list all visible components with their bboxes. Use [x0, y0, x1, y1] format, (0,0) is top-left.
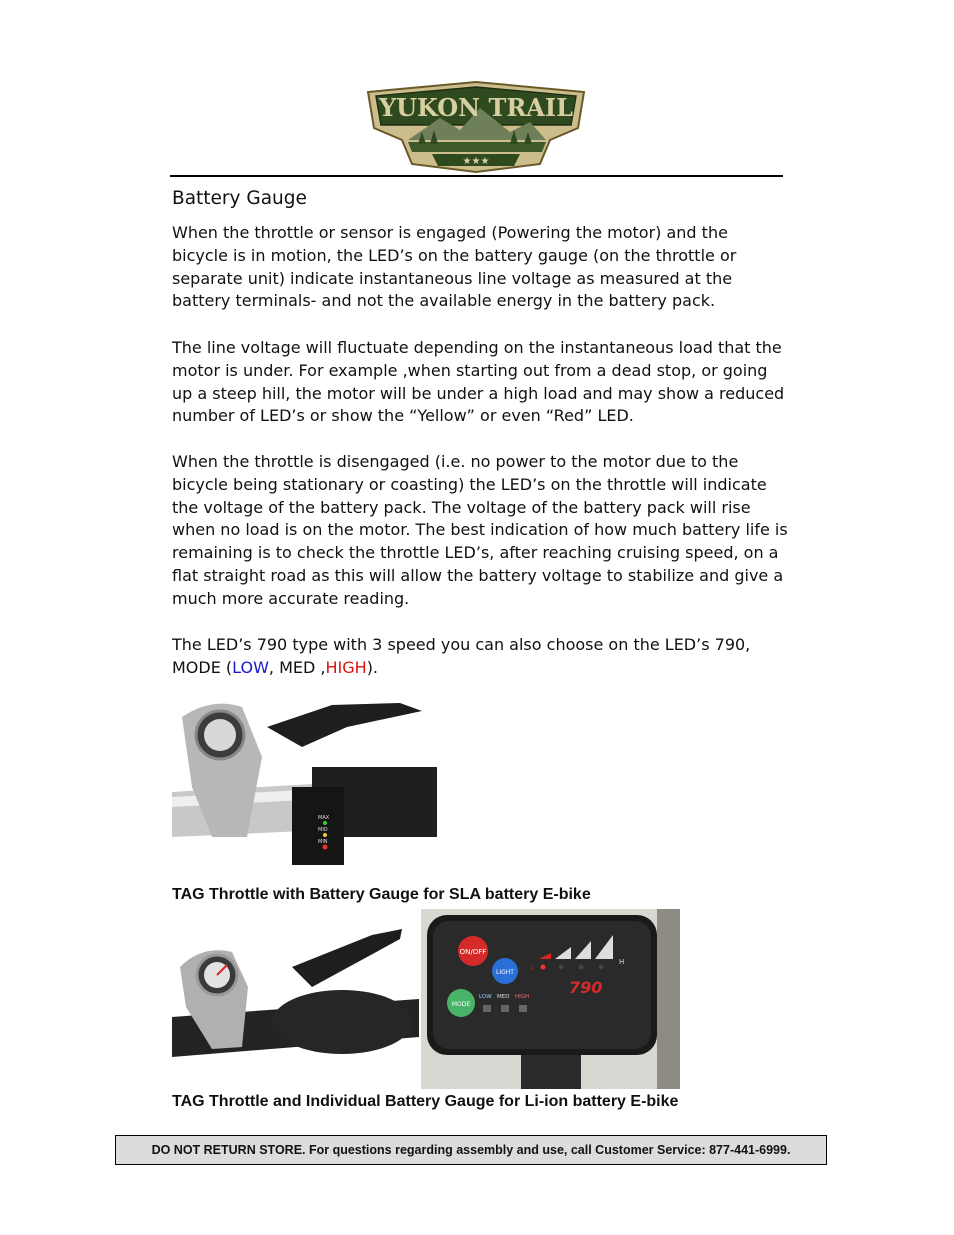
- sla-throttle-photo: [172, 697, 437, 867]
- display-mode-label: MODE: [451, 1001, 471, 1008]
- mode-med: , MED ,: [268, 657, 326, 677]
- display-level-med: MED: [497, 994, 510, 1000]
- display-level-high: HIGH: [515, 994, 530, 1000]
- liion-display-photo: [421, 909, 680, 1089]
- paragraph-4-line1: The LED’s 790 type with 3 speed you can also choose on the LED’s 790,: [172, 635, 751, 654]
- paragraph-2: The line voltage will fluctuate depending on the instantaneous load that the motor is under. For example ,when starting out from a dead stop, or going up a steep hill, the motor will be under a high load and may show a reduced number of LED’s or show the “Yellow” or even “Red” LED.: [172, 338, 785, 426]
- display-model-number: 790: [569, 978, 603, 997]
- mode-label: MODE (: [172, 657, 233, 677]
- page-title: Battery Gauge: [172, 188, 307, 209]
- mode-low: LOW: [232, 657, 269, 677]
- footer-notice: [115, 1135, 827, 1165]
- footer-text: DO NOT RETURN STORE. For questions regarding assembly and use, call Customer Service: 877-441-6999.: [151, 1143, 791, 1157]
- sla-led-min: MIN: [318, 839, 328, 845]
- display-onoff-label: ON/OFF: [459, 948, 487, 956]
- sla-led-mid: MID: [318, 827, 328, 833]
- paragraph-1: When the throttle or sensor is engaged (Powering the motor) and the bicycle is in motion, the LED’s on the battery gauge (on the throttle or separate unit) indicate instantaneous line voltage as measured at the battery terminals- and not the available energy in the battery pack.: [172, 223, 737, 311]
- sla-led-max: MAX: [318, 815, 330, 821]
- paragraph-4: [172, 634, 788, 680]
- display-l-label: L: [531, 965, 535, 972]
- header-rule: [170, 175, 783, 177]
- logo-text: YUKON TRAIL: [378, 93, 574, 122]
- mode-high: HIGH: [325, 657, 367, 677]
- logo-stars: ★★★: [462, 156, 490, 167]
- display-h-label: H: [619, 958, 625, 966]
- liion-throttle-photo: [172, 917, 419, 1072]
- yukon-trail-logo: [360, 78, 592, 174]
- caption-sla: TAG Throttle with Battery Gauge for SLA battery E-bike: [172, 886, 591, 903]
- paragraph-3: When the throttle is disengaged (i.e. no power to the motor due to the bicycle being stationary or coasting) the LED’s on the throttle will indicate the voltage of the battery pack. The voltage of the battery pack will rise when no load is on the motor. The best indication of how much battery life is remaining is to check the throttle LED’s, after reaching cruising speed, on a flat straight road as this will allow the battery voltage to stabilize and give a much more accurate reading.: [172, 452, 788, 608]
- display-light-label: LIGHT: [496, 969, 514, 976]
- caption-liion: TAG Throttle and Individual Battery Gauge for Li-ion battery E-bike: [172, 1093, 679, 1110]
- mode-end: ).: [366, 657, 379, 677]
- display-level-low: LOW: [479, 994, 492, 1000]
